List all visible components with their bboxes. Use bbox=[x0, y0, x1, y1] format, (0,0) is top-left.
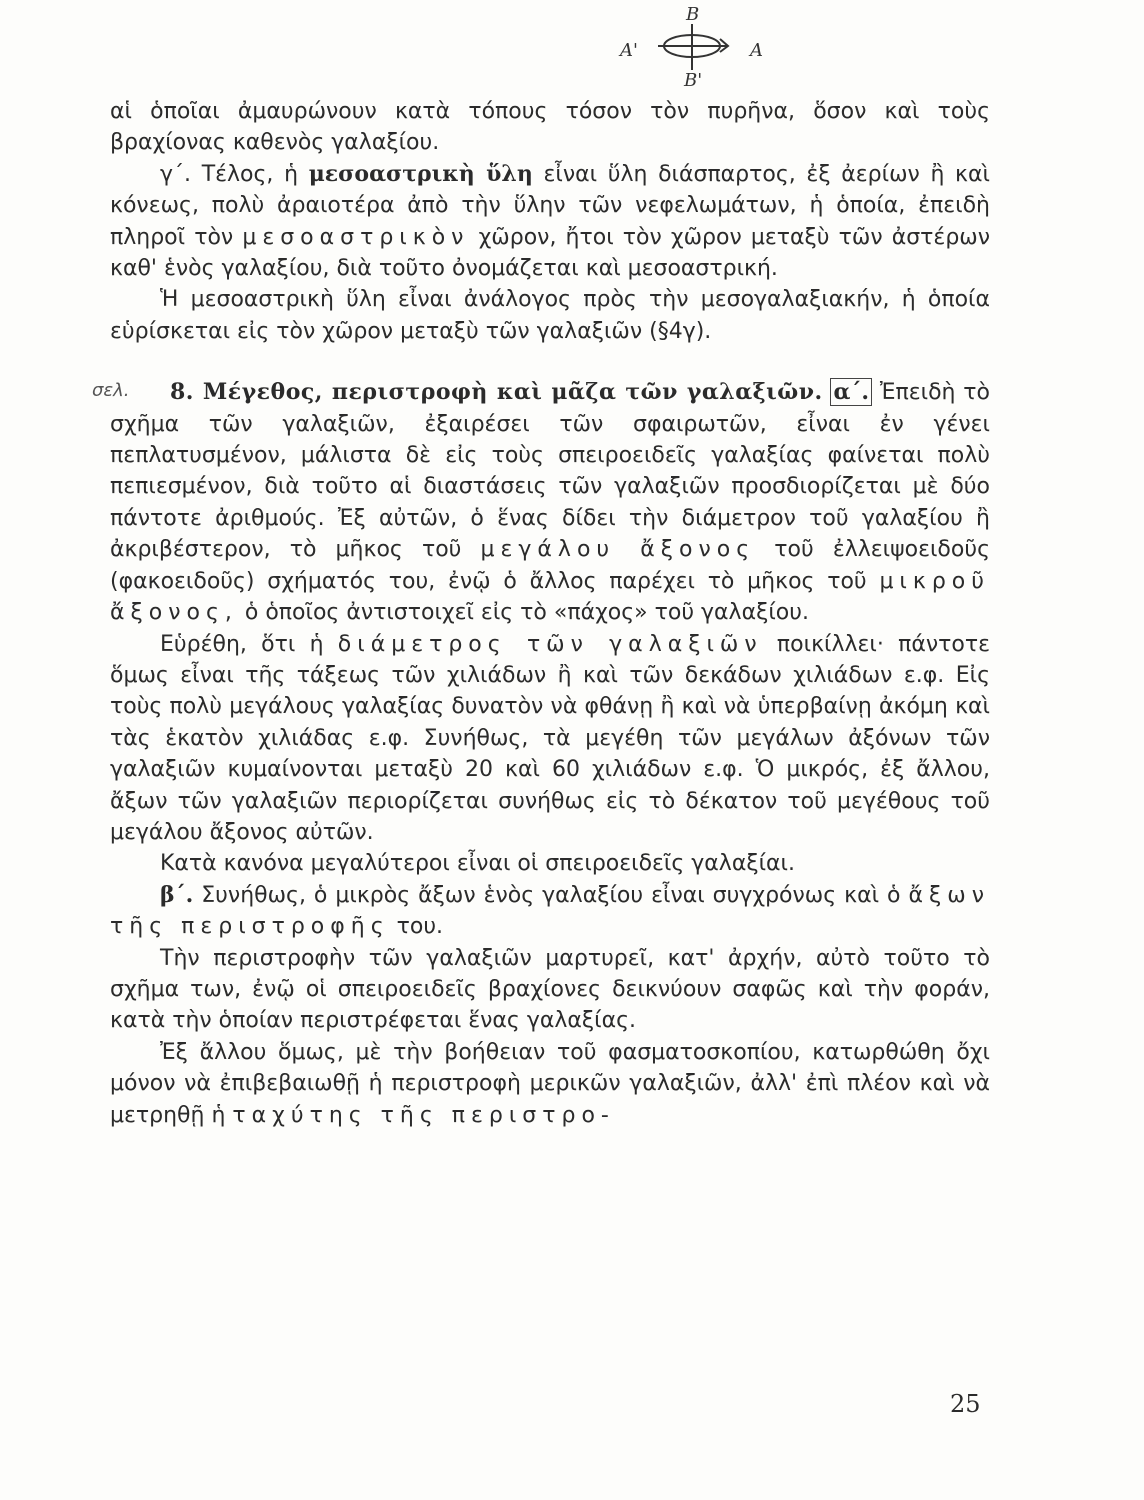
paragraph-7 bbox=[110, 880, 990, 943]
handwritten-margin-mark: σελ. bbox=[92, 380, 130, 402]
paragraph-1: αἱ ὁποῖαι ἀμαυρώνουν κατὰ τόπους τόσον τὸν πυρῆνα, ὅσον καὶ τοὺς βραχίονας καθενὸς γαλαξίου. bbox=[110, 99, 990, 156]
section-8 bbox=[92, 377, 990, 628]
sketch-label-right: A bbox=[750, 40, 763, 61]
paragraph-6: Κατὰ κανόνα μεγαλύτεροι εἶναι οἱ σπειροειδεῖς γαλαξίαι. bbox=[160, 851, 795, 877]
paragraph-5-text-a: Εὑρέθη, ὅτι ἡ bbox=[160, 631, 324, 657]
paragraph-8: Τὴν περιστροφὴν τῶν γαλαξιῶν μαρτυρεῖ, κατ' ἀρχήν, αὐτὸ τοῦτο τὸ σχῆμα των, ἐνῷ οἱ σπειροειδεῖς βραχίονες δεικνύουν σαφῶς καὶ τὴν φοράν, κατὰ τὴν ὁποίαν περιστρέφεται ἕνας γαλαξίας. bbox=[110, 945, 990, 1034]
paragraph-7-label: β΄. bbox=[160, 881, 194, 908]
paragraph-2-label: γ΄. bbox=[160, 161, 192, 187]
paragraph-9-text-a: Ἐξ ἄλλου ὅμως, μὲ τὴν βοήθειαν τοῦ φασματοσκοπίου, κατωρθώθη ὄχι μόνον νὰ ἐπιβεβαιωθῇ ἡ περιστροφὴ μερικῶν γαλαξιῶν, ἀλλ' ἐπὶ πλέον καὶ νὰ μετρηθῇ ἡ bbox=[110, 1039, 990, 1128]
sketch-label-bottom: B' bbox=[684, 70, 703, 91]
paragraph-5-text-b: ποικίλλει· πάντοτε ὅμως εἶναι τῆς τάξεως τῶν χιλιάδων ἢ καὶ τῶν δεκάδων χιλιάδων ε.φ. Εἰς τοὺς πολὺ μεγάλους γαλαξίας δυνατὸν νὰ φθάνῃ ἢ καὶ νὰ ὑπερβαίνῃ ἀκόμη καὶ τὰς ἑκατὸν χιλιάδας ε.φ. Συνήθως, τὰ μεγέθη τῶν μεγάλων ἀξόνων τῶν γαλαξιῶν κυμαίνονται μεταξὺ 20 καὶ 60 χιλιάδων ε.φ. Ὁ μικρός, ἐξ ἄλλου, ἄξων τῶν γαλαξιῶν περιορίζεται συνήθως εἰς τὸ δέκατον τοῦ μεγέθους τοῦ μεγάλου ἄξονος αὐτῶν. bbox=[110, 631, 990, 845]
paragraph-3: Ἡ μεσοαστρικὴ ὕλη εἶναι ἀνάλογος πρὸς τὴν μεσογαλαξιακήν, ἡ ὁποία εὑρίσκεται εἰς τὸν χῶρον μεταξὺ τῶν γαλαξιῶν (§4γ). bbox=[110, 287, 990, 344]
page-number: 25 bbox=[950, 1390, 981, 1418]
paragraph-2 bbox=[110, 159, 990, 285]
paragraph-2-text-c: χῶρον, ἤτοι τὸν χῶρον μεταξὺ τῶν ἀστέρων καθ' ἑνὸς γαλαξίου, διὰ τοῦτο ὀνομάζεται καὶ μεσοαστρική. bbox=[110, 224, 990, 282]
paragraph-7-text-a: Συνήθως, ὁ μικρὸς ἄξων ἑνὸς γαλαξίου εἶναι συγχρόνως καὶ ὁ bbox=[201, 882, 901, 908]
spaced-term-major-axis: μεγάλου ἄξονος bbox=[480, 537, 756, 563]
spaced-term-rotation-axis: ἄξων τῆς περιστροφῆς bbox=[110, 882, 990, 940]
sketch-label-left: A' bbox=[620, 40, 638, 61]
section-title: 8. Μέγεθος, περιστροφὴ καὶ μᾶζα τῶν γαλαξιῶν. bbox=[170, 379, 823, 406]
paragraph-2-text-a: Τέλος, ἡ bbox=[201, 161, 299, 187]
spaced-term-minor-axis: μικροῦ ἄξονος, bbox=[110, 568, 990, 626]
section-text-c: ὁ ὁποῖος ἀντιστοιχεῖ εἰς τὸ «πάχος» τοῦ γαλαξίου. bbox=[244, 600, 809, 626]
section-text-a: Ἐπειδὴ τὸ σχῆμα τῶν γαλαξιῶν, ἐξαιρέσει τῶν σφαιρωτῶν, εἶναι ἐν γένει πεπλατυσμένον, μάλιστα δὲ εἰς τοὺς σπειροειδεῖς γαλαξίας φαίνεται πολὺ πεπιεσμένον, διὰ τοῦτο αἱ διαστάσεις τῶν γαλαξιῶν προσδιορίζεται μὲ δύο πάντοτε ἀριθμούς. Ἐξ αὐτῶν, ὁ ἕνας δίδει τὴν διάμετρον τοῦ γαλαξίου ἢ ἀκριβέστερον, τὸ μῆκος τοῦ bbox=[110, 380, 990, 563]
paragraph-9 bbox=[110, 1037, 990, 1131]
term-interstellar-matter: μεσοαστρικὴ ὕλη bbox=[308, 160, 533, 187]
paragraph-2-text-b: εἶναι ὕλη διάσπαρτος, ἐξ ἀερίων ἢ καὶ κόνεως, πολὺ ἀραιοτέρα ἀπὸ τὴν ὕλην τῶν νεφελωμάτων, ἡ ὁποία, ἐπειδὴ πληροῖ τὸν bbox=[110, 161, 990, 250]
spaced-term-interstellar: μεσοαστρικὸν bbox=[242, 224, 470, 250]
ellipse-sketch-icon bbox=[600, 2, 800, 92]
paragraph-5 bbox=[110, 629, 990, 849]
spaced-term-rotation-speed: ταχύτης τῆς περιστρο- bbox=[232, 1102, 615, 1128]
sketch-label-top: B bbox=[686, 4, 700, 25]
spaced-term-diameter: διάμετρος τῶν γαλαξιῶν bbox=[337, 631, 763, 657]
body-text bbox=[92, 96, 990, 1131]
section-text-b: τοῦ ἐλλειψοειδοῦς (φακοειδοῦς) σχήματός του, ἐνῷ ὁ ἄλλος παρέχει τὸ μῆκος τοῦ bbox=[110, 537, 990, 594]
paragraph-7-text-b: του. bbox=[396, 914, 444, 940]
boxed-label-alpha: α΄. bbox=[830, 378, 872, 406]
